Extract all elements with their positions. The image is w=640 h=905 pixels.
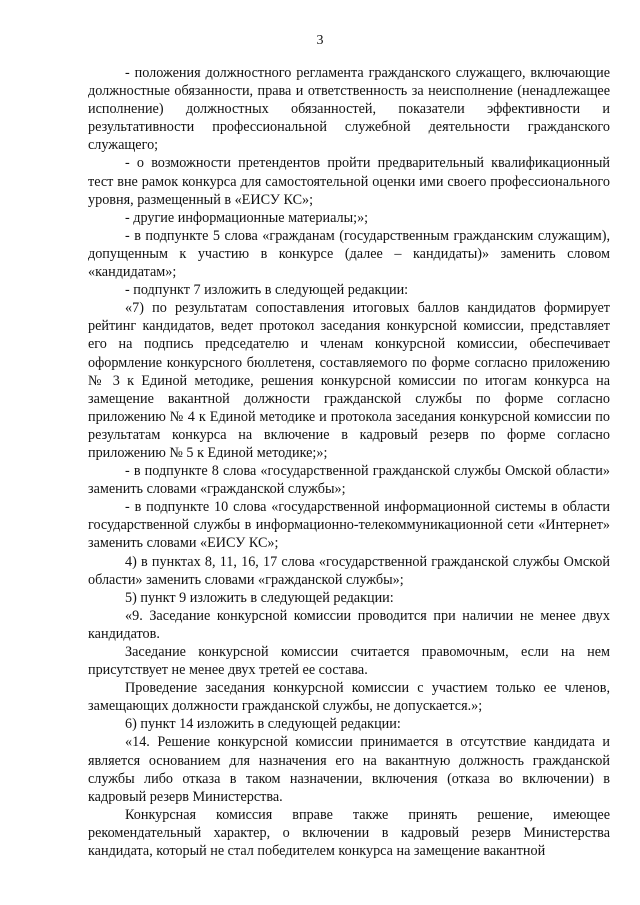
paragraph: - в подпункте 10 слова «государственной информационной системы в области государственной службы в информационно-телекоммуникационной сети «Интернет» заменить словами «ЕИСУ КС»; bbox=[88, 499, 610, 552]
body-text bbox=[88, 64, 610, 860]
paragraph: 5) пункт 9 изложить в следующей редакции: bbox=[125, 589, 394, 606]
paragraph: 6) пункт 14 изложить в следующей редакции: bbox=[125, 716, 401, 733]
paragraph: Заседание конкурсной комиссии считается правомочным, если на нем присутствует не менее двух третей ее состава. bbox=[88, 644, 610, 679]
paragraph: - подпункт 7 изложить в следующей редакции: bbox=[125, 282, 409, 299]
paragraph: «7) по результатам сопоставления итоговых баллов кандидатов формирует рейтинг кандидатов, ведет протокол заседания конкурсной комиссии, представляет его на подпись председателю и членам конкурсной комиссии, обеспечивает оформление конкурсного бюллетеня, составляемого по форме согласно приложению № 3 к Единой методике, решения конкурсной комиссии по итогам конкурса на замещение вакантной должности гражданской службы по форме согласно приложению № 4 к Единой методике и протокола заседания конкурсной комиссии по результатам конкурса на включение в кадровый резерв по форме согласно приложению № 5 к Единой методике;»; bbox=[88, 300, 610, 461]
paragraph: 4) в пунктах 8, 11, 16, 17 слова «государственной гражданской службы Омской области» заменить словами «гражданской службы»; bbox=[88, 553, 610, 588]
page-number: 3 bbox=[316, 33, 324, 48]
paragraph: - положения должностного регламента гражданского служащего, включающие должностные обязанности, права и ответственность за неисполнение (ненадлежащее исполнение) должностных обязанностей, показатели эффективности и результативности профессиональной служебной деятельности гражданского служащего; bbox=[88, 65, 610, 154]
paragraph: «9. Заседание конкурсной комиссии проводится при наличии не менее двух кандидатов. bbox=[88, 607, 610, 642]
paragraph: Проведение заседания конкурсной комиссии с участием только ее членов, замещающих должности гражданской службы, не допускается.»; bbox=[88, 680, 610, 715]
paragraph: - о возможности претендентов пройти предварительный квалификационный тест вне рамок конкурса для самостоятельной оценки ими своего профессионального уровня, размещенный в «ЕИСУ КС»; bbox=[88, 155, 610, 208]
paragraph: - в подпункте 5 слова «гражданам (государственным гражданским служащим), допущенным к участию в конкурсе (далее – кандидаты)» заменить словом «кандидатам»; bbox=[88, 227, 610, 281]
paragraph: - в подпункте 8 слова «государственной гражданской службы Омской области» заменить словами «гражданской службы»; bbox=[88, 463, 610, 498]
paragraph: «14. Решение конкурсной комиссии принимается в отсутствие кандидата и является основанием для назначения его на вакантную должность гражданской службы либо отказа в таком назначении, включения (отказа во включении) в кадровый резерв Министерства. bbox=[88, 734, 610, 805]
paragraph: - другие информационные материалы;»; bbox=[125, 209, 369, 226]
paragraph: Конкурсная комиссия вправе также принять решение, имеющее рекомендательный характер, о включении в кадровый резерв Министерства кандидата, который не стал победителем конкурса на замещение вакантной bbox=[88, 806, 610, 860]
